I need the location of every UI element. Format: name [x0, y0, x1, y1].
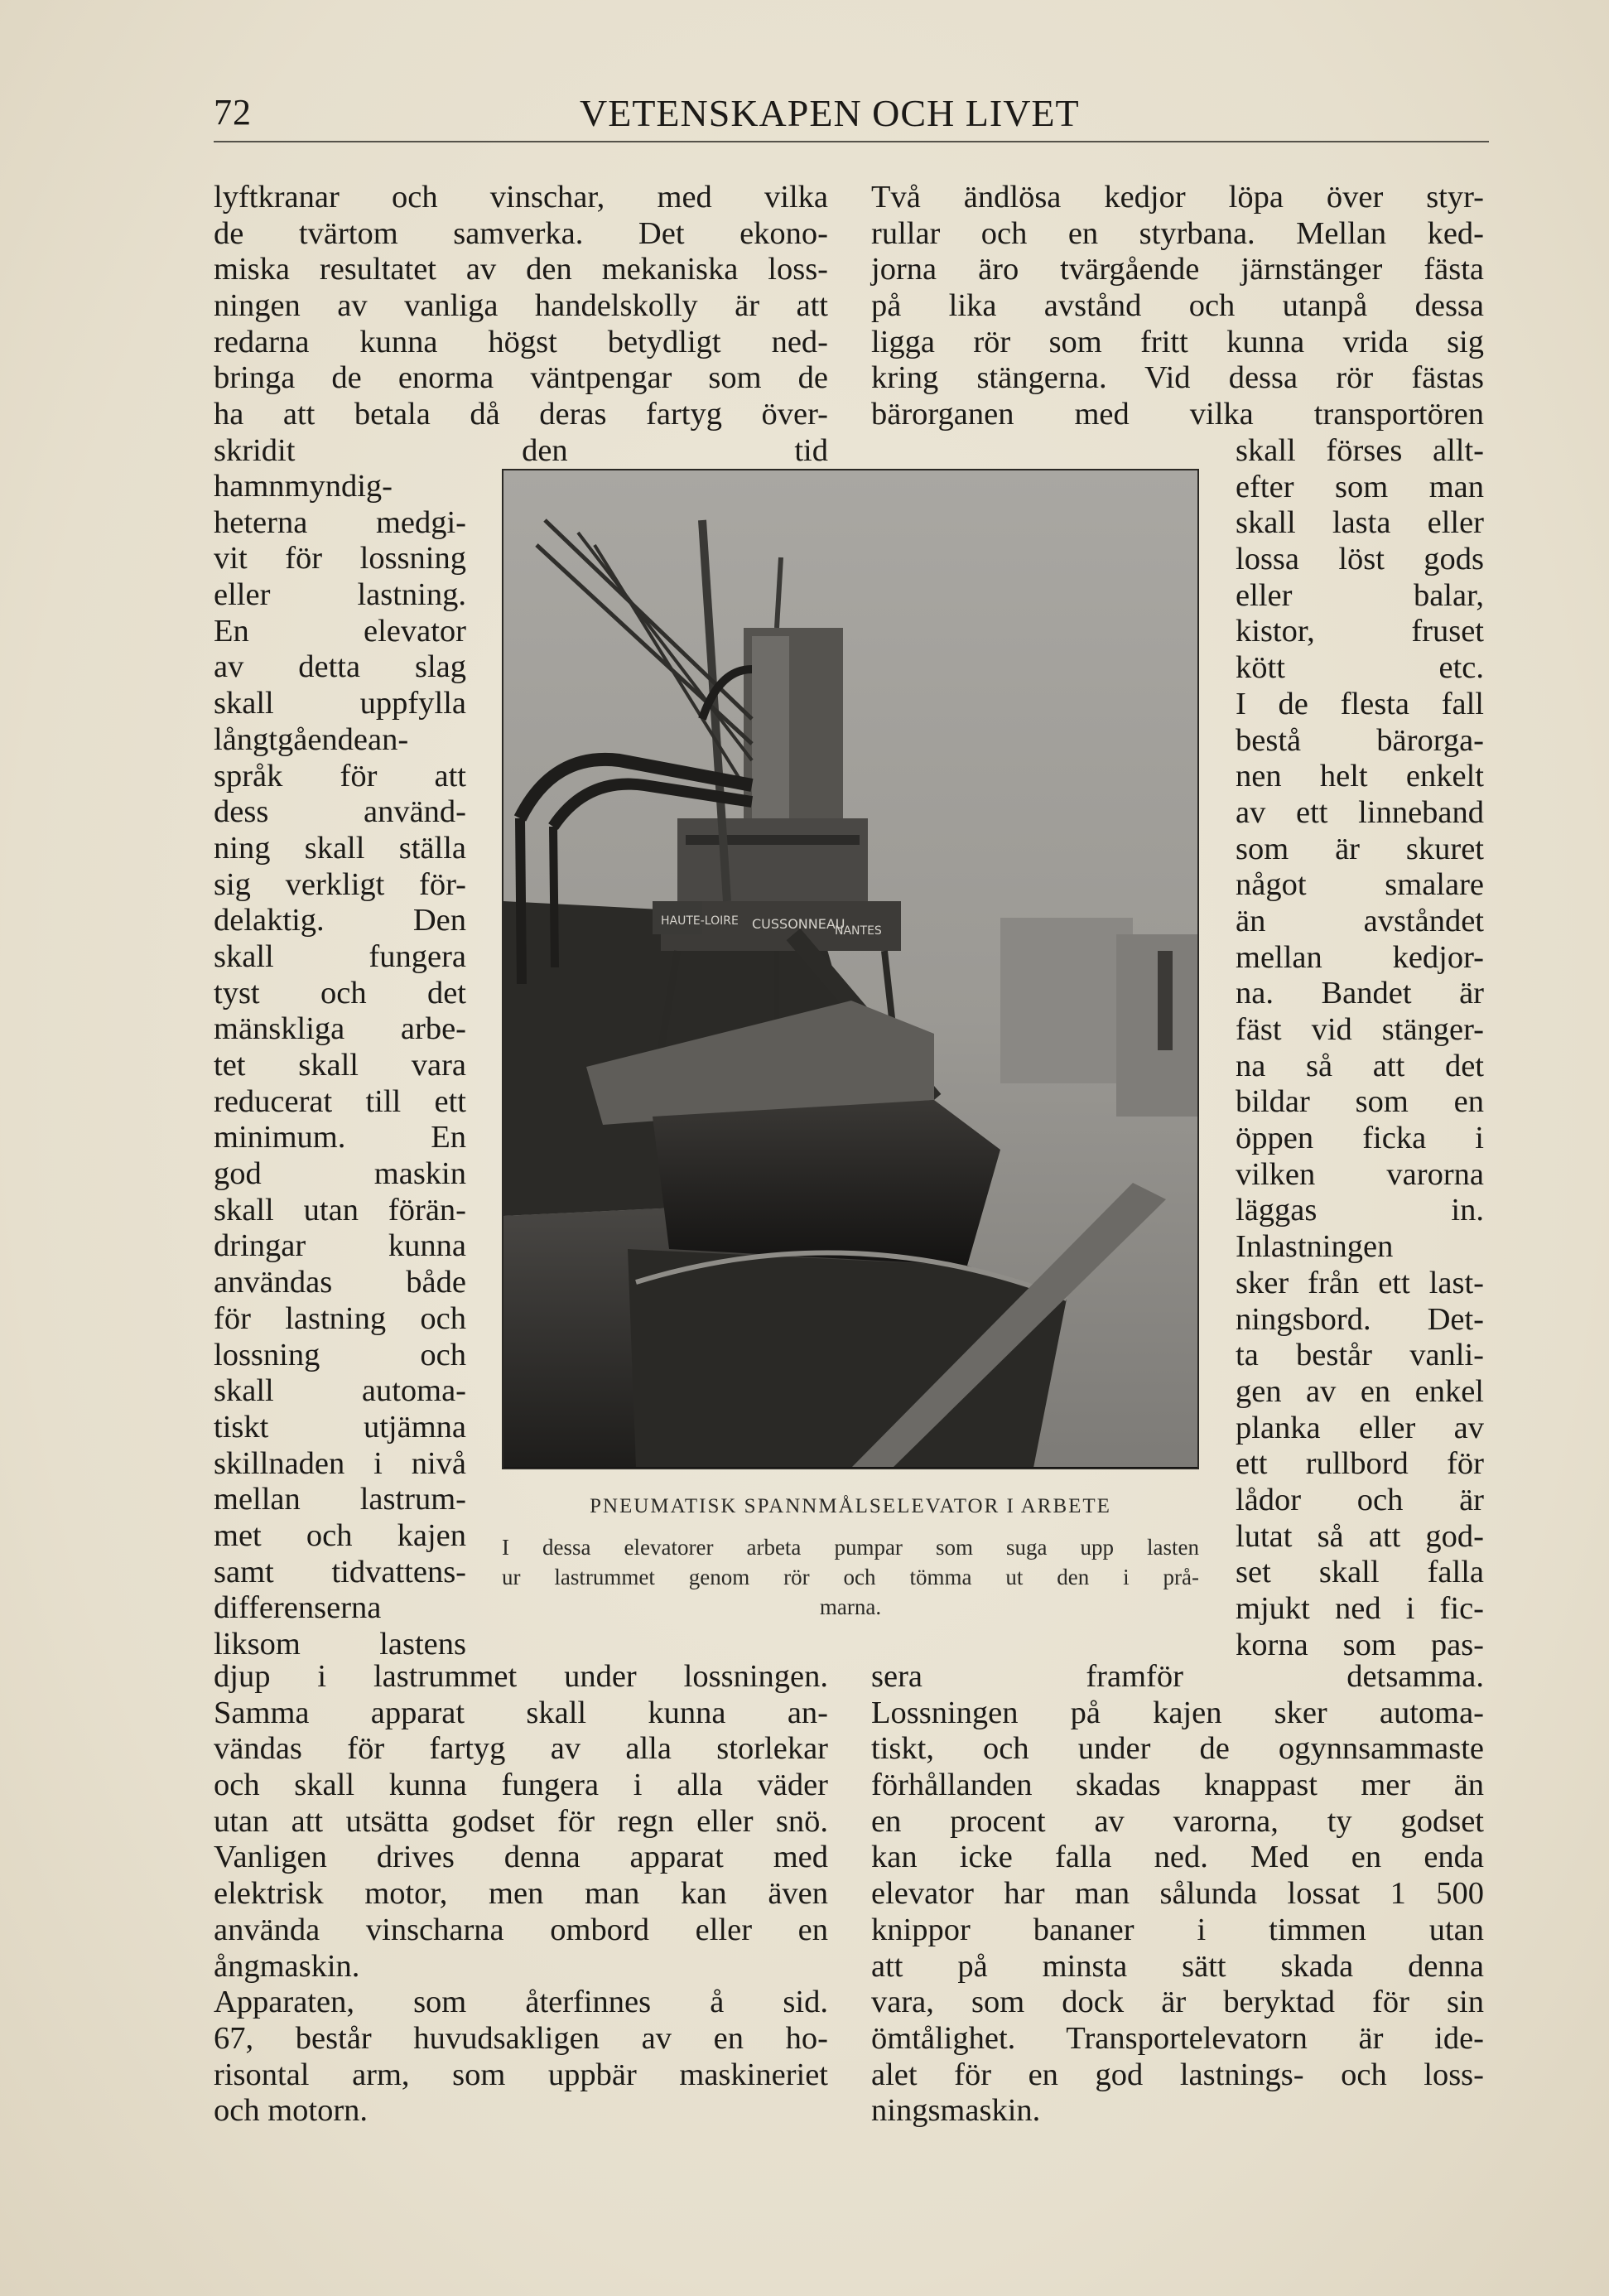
text-line: ångmaskin. [214, 1948, 360, 1984]
text-line: mjukt ned i fic- [1236, 1591, 1484, 1626]
page-number: 72 [214, 92, 252, 133]
text-line: något smalare [1236, 867, 1484, 903]
text-line: läggas in. [1236, 1193, 1484, 1228]
left-column-top [214, 180, 828, 470]
text-line: bestå bärorga- [1236, 722, 1484, 758]
figure-caption-text [502, 1532, 1199, 1622]
text-line: än avståndet [1236, 903, 1484, 938]
barge-name-2: CUSSONNEAU [752, 916, 845, 932]
text-line: använda vinscharna ombord eller en [214, 1912, 828, 1947]
text-line: differenserna [214, 1590, 382, 1626]
text-line: skall lasta eller [1236, 505, 1484, 541]
text-line: Vanligen drives denna apparat med [214, 1840, 828, 1875]
text-line: öppen ficka i [1236, 1121, 1484, 1156]
text-line: 67, består huvudsakligen av en ho- [214, 2020, 828, 2056]
text-line: rullar och en styrbana. Mellan ked- [871, 215, 1484, 251]
text-line: hamnmyndig- [214, 469, 393, 504]
text-line: heterna medgi- [214, 504, 466, 540]
text-line: na. Bandet är [1236, 976, 1484, 1011]
text-line: gen av en enkel [1236, 1373, 1484, 1409]
text-line: ningen av vanliga handelskolly är att [214, 288, 828, 324]
text-line: efter som man [1236, 469, 1484, 504]
text-line: sera framför detsamma. [871, 1659, 1484, 1694]
text-line: skall uppfylla [214, 686, 466, 721]
text-line: lossa löst gods [1236, 542, 1484, 577]
barge-name-3: NANTES [835, 924, 882, 938]
text-line: skall förses allt- [1236, 433, 1484, 468]
text-line: skillnaden i nivå [214, 1445, 466, 1481]
text-line: risontal arm, som uppbär maskineriet [214, 2057, 828, 2092]
right-column-bottom [871, 1659, 1484, 2130]
text-line: Två ändlösa kedjor löpa över styr- [871, 180, 1484, 215]
text-line: minimum. En [214, 1120, 466, 1155]
text-line: dringar kunna [214, 1228, 466, 1264]
text-line: alet för en god lastnings- och loss- [871, 2057, 1484, 2092]
text-line: I de flesta fall [1236, 686, 1484, 721]
text-line: språk för att [214, 758, 466, 793]
text-line: set skall falla [1236, 1555, 1484, 1590]
text-line: kring stängerna. Vid dessa rör fästas [871, 360, 1484, 396]
text-line: delaktig. Den [214, 903, 466, 938]
text-line: elevator har man sålunda lossat 1 500 [871, 1876, 1484, 1912]
text-line: av detta slag [214, 649, 466, 685]
text-line: lossning och [214, 1337, 466, 1372]
text-line: ningsmaskin. [871, 2093, 1041, 2129]
figure-caption-title: PNEUMATISK SPANNMÅLSELEVATOR I ARBETE [590, 1495, 1111, 1517]
text-line: marna. [819, 1594, 882, 1619]
left-column-wrap [214, 469, 466, 1663]
text-line: eller balar, [1236, 577, 1484, 613]
text-line: vilken varorna [1236, 1156, 1484, 1192]
header-rule [214, 141, 1489, 142]
text-line: sker från ett last- [1236, 1265, 1484, 1300]
text-line: som är skuret [1236, 831, 1484, 866]
text-line: vara, som dock är beryktad för sin [871, 1985, 1484, 2020]
right-column-top [871, 180, 1484, 433]
text-line: Samma apparat skall kunna an- [214, 1695, 828, 1730]
text-line: ta består vanli- [1236, 1338, 1484, 1373]
text-line: bringa de enorma väntpengar som de [214, 360, 828, 396]
text-line: Apparaten, som återfinnes å sid. [214, 1985, 828, 2020]
text-line: av ett linneband [1236, 794, 1484, 830]
right-column-wrap [1236, 433, 1484, 1663]
text-line: bildar som en [1236, 1084, 1484, 1120]
text-line: vit för lossning [214, 541, 466, 576]
text-line: ligga rör som fritt kunna vrida sig [871, 324, 1484, 359]
text-line: vändas för fartyg av alla storlekar [214, 1731, 828, 1767]
text-line: miska resultatet av den mekaniska loss- [214, 252, 828, 287]
text-line: förhållanden skadas knappast mer än [871, 1768, 1484, 1803]
text-line: skall automa- [214, 1373, 466, 1409]
text-line: I dessa elevatorer arbeta pumpar som suga upp lasten [502, 1535, 1199, 1560]
text-line: skridit den tid [214, 432, 828, 468]
text-line: de tvärtom samverka. Det ekono- [214, 215, 828, 251]
text-line: nen helt enkelt [1236, 759, 1484, 794]
text-line: användas både [214, 1265, 466, 1300]
text-line: kan icke falla ned. Med en enda [871, 1840, 1484, 1875]
left-column-bottom [214, 1659, 828, 2130]
text-line: knippor bananer i timmen utan [871, 1912, 1484, 1947]
text-line: tyst och det [214, 975, 466, 1011]
text-line: djup i lastrummet under lossningen. [214, 1659, 828, 1694]
text-line: skall utan förän- [214, 1192, 466, 1228]
running-head: VETENSKAPEN OCH LIVET [580, 92, 1080, 134]
text-line: lutat så att god- [1236, 1518, 1484, 1554]
text-line: planka eller av [1236, 1410, 1484, 1445]
text-line: fäst vid stänger- [1236, 1012, 1484, 1047]
text-line: jorna äro tvärgående järnstänger fästa [871, 252, 1484, 287]
text-line: att på minsta sätt skada denna [871, 1948, 1484, 1984]
figure-photo [502, 469, 1199, 1469]
text-line: redarna kunna högst betydligt ned- [214, 324, 828, 359]
text-line: på lika avstånd och utanpå dessa [871, 288, 1484, 324]
barge-name-1: HAUTE-LOIRE [661, 914, 739, 928]
text-line: ömtålighet. Transportelevatorn är ide- [871, 2020, 1484, 2056]
text-line: bärorganen med vilka transportören [871, 397, 1484, 432]
text-line: och motorn. [214, 2093, 369, 2129]
text-line: ur lastrummet genom rör och tömma ut den i prå- [502, 1565, 1199, 1589]
text-line: elektrisk motor, men man kan även [214, 1876, 828, 1912]
text-line: för lastning och [214, 1300, 466, 1336]
text-line: kött etc. [1236, 650, 1484, 686]
text-line: långtgåendean- [214, 721, 409, 757]
text-line: En elevator [214, 613, 466, 649]
text-line: lyftkranar och vinschar, med vilka [214, 180, 828, 215]
text-line: en procent av varorna, ty godset [871, 1803, 1484, 1839]
text-line: reducerat till ett [214, 1083, 466, 1119]
text-line: korna som pas- [1236, 1627, 1484, 1662]
text-line: ningsbord. Det- [1236, 1301, 1484, 1337]
text-line: god maskin [214, 1156, 466, 1192]
text-line: liksom lastens [214, 1627, 466, 1662]
text-line: samt tidvattens- [214, 1554, 466, 1589]
text-line: Lossningen på kajen sker automa- [871, 1695, 1484, 1730]
text-line: met och kajen [214, 1517, 466, 1553]
text-line: kistor, fruset [1236, 614, 1484, 649]
text-line: tiskt utjämna [214, 1409, 466, 1445]
text-line: skall fungera [214, 938, 466, 974]
grain-elevator-photo [503, 470, 1197, 1468]
text-line: mellan kedjor- [1236, 939, 1484, 975]
text-line: tiskt, och under de ogynnsammaste [871, 1731, 1484, 1767]
text-line: tet skall vara [214, 1048, 466, 1083]
text-line: utan att utsätta godset för regn eller snö. [214, 1803, 828, 1839]
text-line: mänskliga arbe- [214, 1011, 466, 1047]
text-line: Inlastningen [1236, 1229, 1394, 1265]
page-header [0, 83, 1609, 141]
text-line: lådor och är [1236, 1482, 1484, 1517]
text-line: na så att det [1236, 1048, 1484, 1083]
text-line: och skall kunna fungera i alla väder [214, 1768, 828, 1803]
text-line: eller lastning. [214, 577, 466, 613]
text-line: ha att betala då deras fartyg över- [214, 397, 828, 432]
text-line: ett rullbord för [1236, 1446, 1484, 1482]
text-line: dess använd- [214, 794, 466, 830]
text-line: sig verkligt för- [214, 866, 466, 902]
text-line: ning skall ställa [214, 830, 466, 866]
text-line: mellan lastrum- [214, 1482, 466, 1517]
